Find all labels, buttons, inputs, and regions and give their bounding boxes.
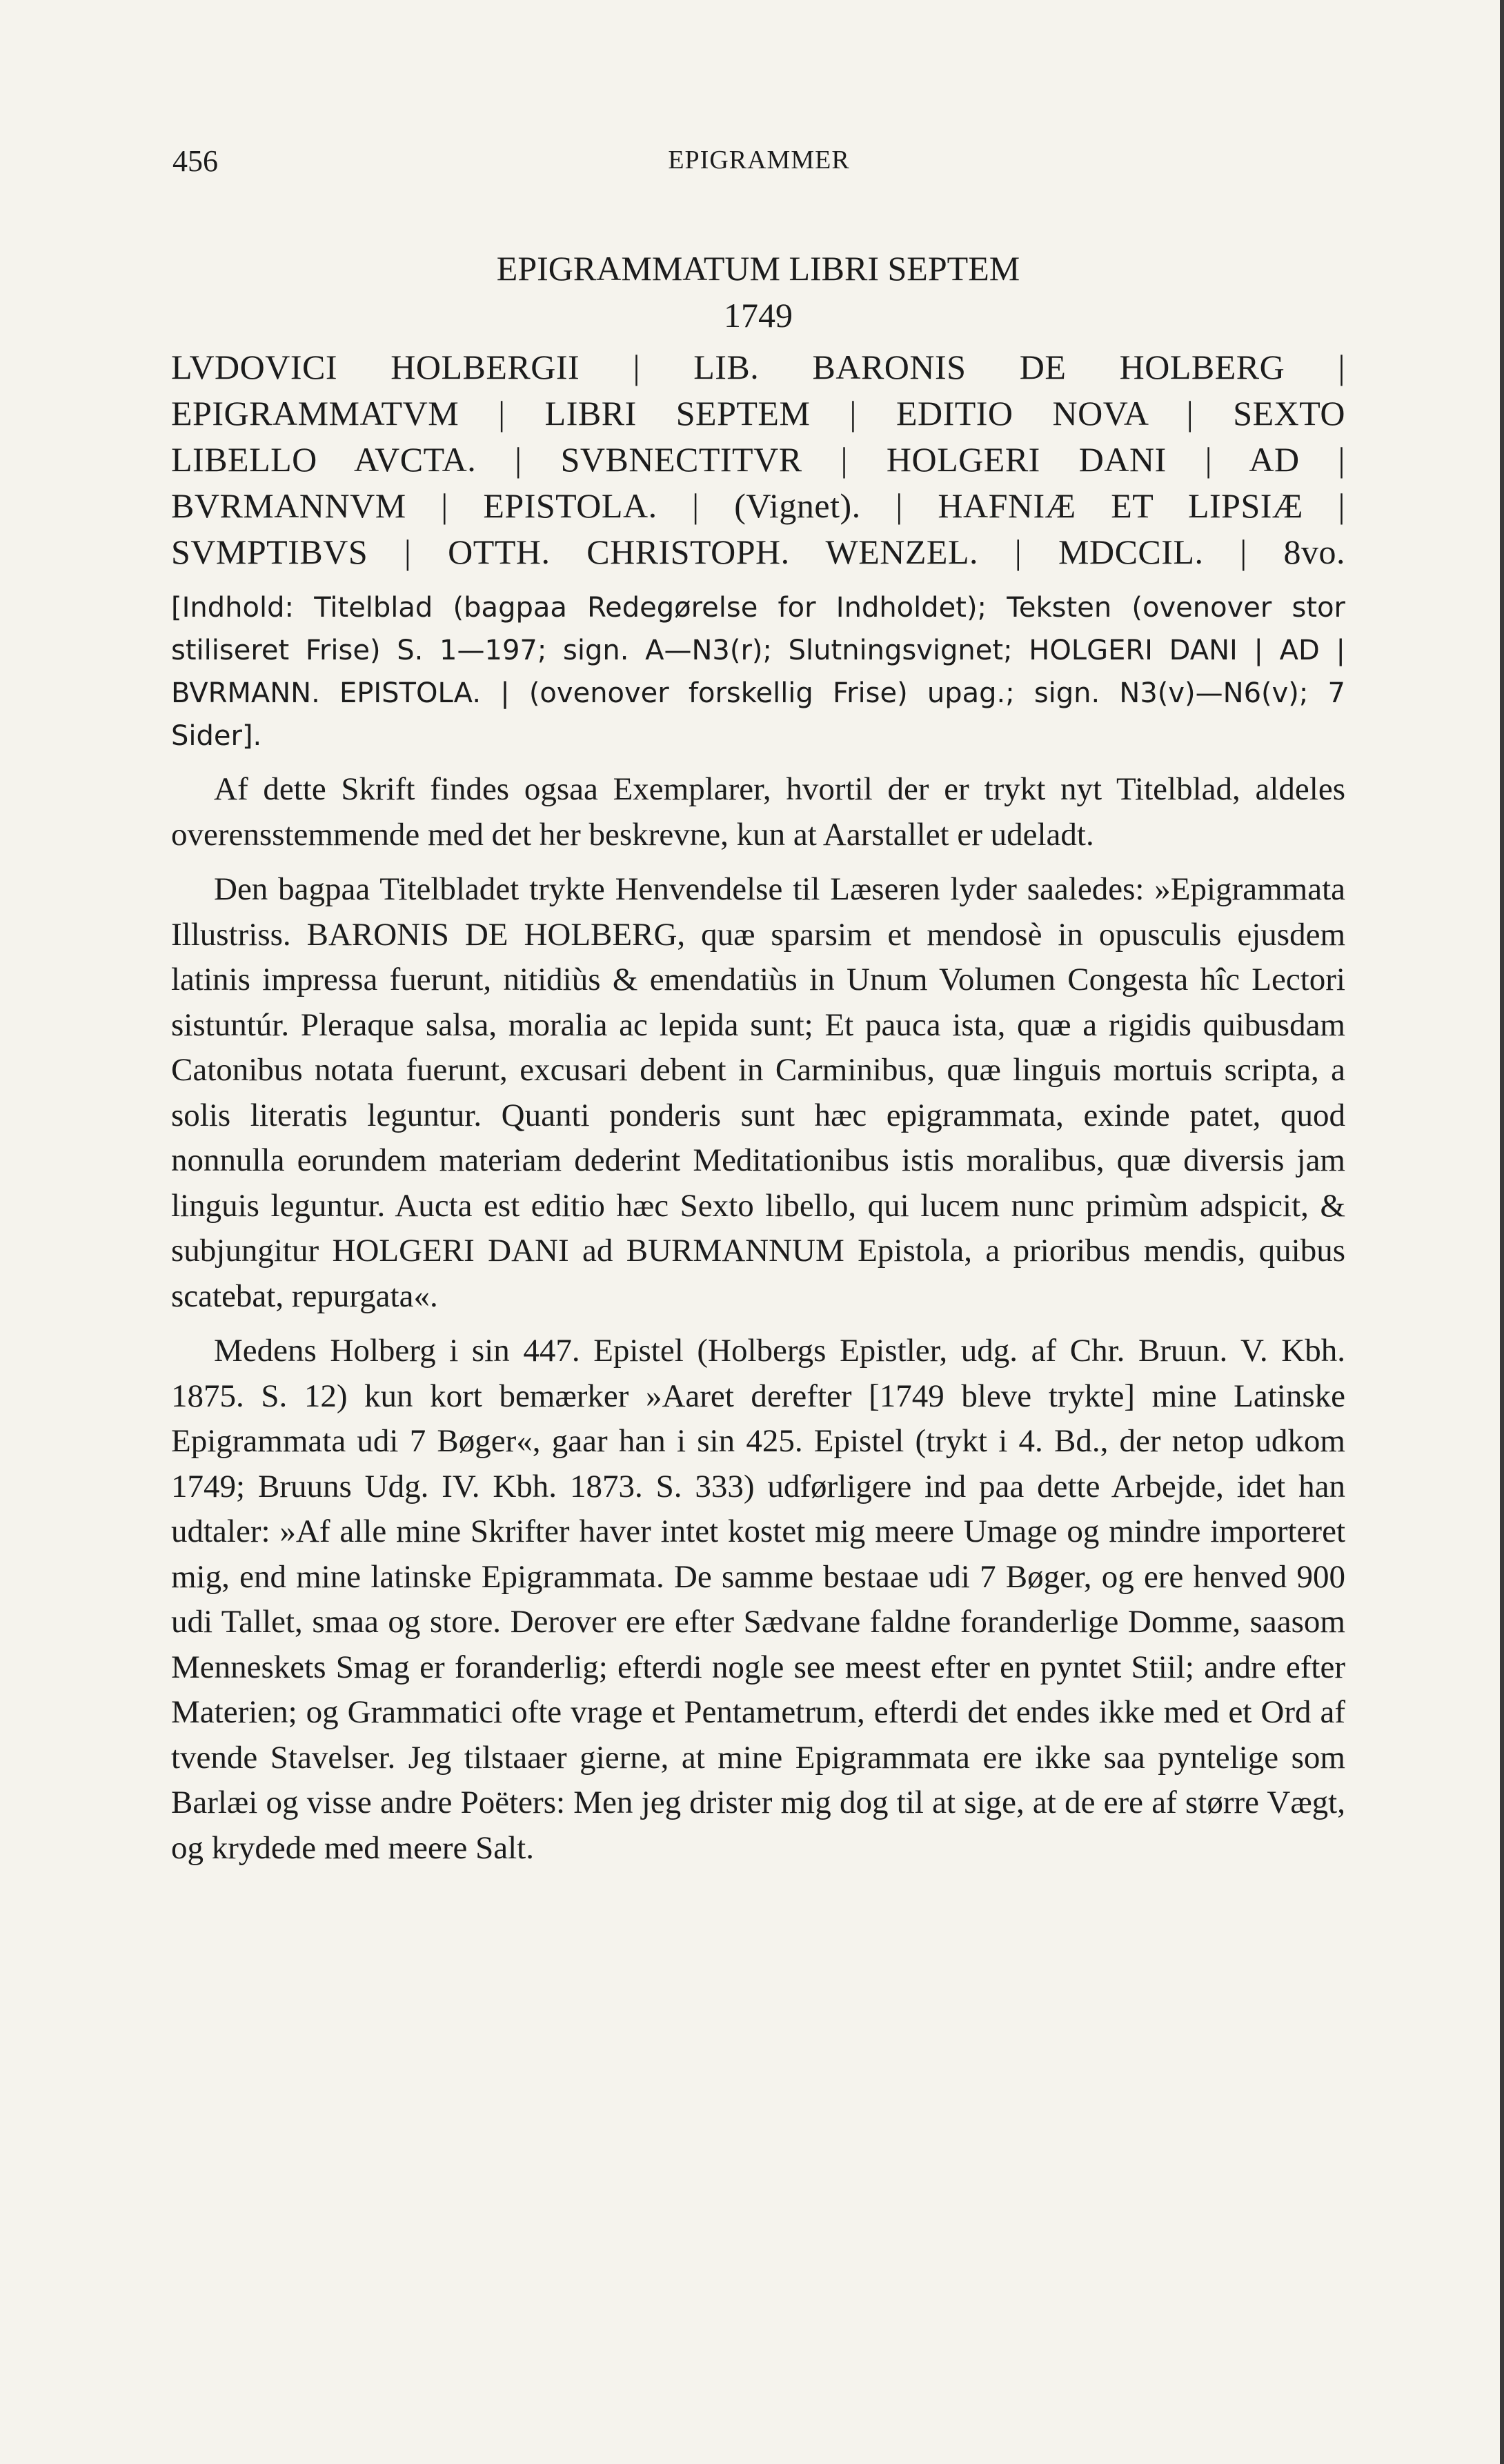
title-page-line: BVRMANNVM | EPISTOLA. | (Vignet). | HAFNIÆ ET LIPSIÆ | xyxy=(171,486,1345,525)
bibliographic-note: [Indhold: Titelblad (bagpaa Redegørelse for Indholdet); Teksten (ovenover stor stiliseret Frise) S. 1—197; sign. A—N3(r); Slutningsvignet; HOLGERI DANI | AD | BVRMANN. EPISTOLA. | (ovenover forskellig Frise) upag.; sign. N3(v)—N6(v); 7 Sider]. xyxy=(171,592,1345,752)
page-header xyxy=(172,143,1345,185)
title-page-line: SVMPTIBVS | OTTH. CHRISTOPH. WENZEL. | MDCCIL. | 8vo. xyxy=(171,533,1345,571)
body-paragraph: Af dette Skrift findes ogsaa Exemplarer, hvortil der er trykt nyt Titelblad, aldeles overensstemmende med det her beskrevne, kun at Aarstallet er udeladt. xyxy=(171,771,1345,853)
body-paragraph: Den bagpaa Titelbladet trykte Henvendelse til Læseren lyder saaledes: »Epigrammata Illustriss. BARONIS DE HOLBERG, quæ sparsim et mendosè in opusculis ejusdem latinis impressa fuerunt, nitidiùs & emendatiùs in Unum Volumen Congesta hîc Lectori sistuntúr. Pleraque salsa, moralia ac lepida sunt; Et pauca ista, quæ a rigidis quibusdam Catonibus notata fuerunt, excusari debent in Carminibus, quæ linguis mortuis scripta, a solis literatis leguntur. Quanti ponderis sunt hæc epigrammata, exinde patet, quod nonnulla eorundem materiam dederint Meditationibus istis moralibus, quæ diversis jam linguis leguntur. Aucta est editio hæc Sexto libello, qui lucem nunc primùm adspicit, & subjungitur HOLGERI DANI ad BURMANNUM Epistola, a prioribus mendis, quibus scatebat, repurgata«. xyxy=(171,871,1345,1314)
title-page-line: EPIGRAMMATVM | LIBRI SEPTEM | EDITIO NOVA | SEXTO xyxy=(171,394,1345,433)
page-body xyxy=(171,245,1345,1871)
title-page-line: LIBELLO AVCTA. | SVBNECTITVR | HOLGERI DANI | AD | xyxy=(171,440,1345,479)
running-head: EPIGRAMMER xyxy=(668,146,850,175)
book-title: EPIGRAMMATUM LIBRI SEPTEM xyxy=(496,249,1020,288)
title-page-transcription xyxy=(171,344,1345,575)
title-page-line: LVDOVICI HOLBERGII | LIB. BARONIS DE HOLBERG | xyxy=(171,348,1345,386)
page-number: 456 xyxy=(172,144,218,178)
body-paragraph: Medens Holberg i sin 447. Epistel (Holbergs Epistler, udg. af Chr. Bruun. V. Kbh. 1875. S. 12) kun kort bemærker »Aaret derefter [1749 bleve trykte] mine Latinske Epigrammata udi 7 Bøger«, gaar han i sin 425. Epistel (trykt i 4. Bd., der netop udkom 1749; Bruuns Udg. IV. Kbh. 1873. S. 333) udførligere ind paa dette Arbejde, idet han udtaler: »Af alle mine Skrifter haver intet kostet mig meere Umage og mindre importeret mig, end mine latinske Epigrammata. De samme bestaae udi 7 Bøger, og ere henved 900 udi Tallet, smaa og store. Derover ere efter Sædvane faldne foranderlige Domme, saasom Menneskets Smag er foranderlig; efterdi nogle see meest efter en pyntet Stiil; andre efter Materien; og Grammatici ofte vrage et Pentametrum, efterdi det endes ikke med et Ord af tvende Stavelser. Jeg tilstaaer gierne, at mine Epigrammata ere ikke saa pyntelige som Barlæi og visse andre Poëters: Men jeg drister mig dog til at sige, at de ere af større Vægt, og krydede med meere Salt. xyxy=(171,1333,1345,1866)
scan-edge-line xyxy=(1500,0,1504,2464)
book-year: 1749 xyxy=(724,296,793,335)
